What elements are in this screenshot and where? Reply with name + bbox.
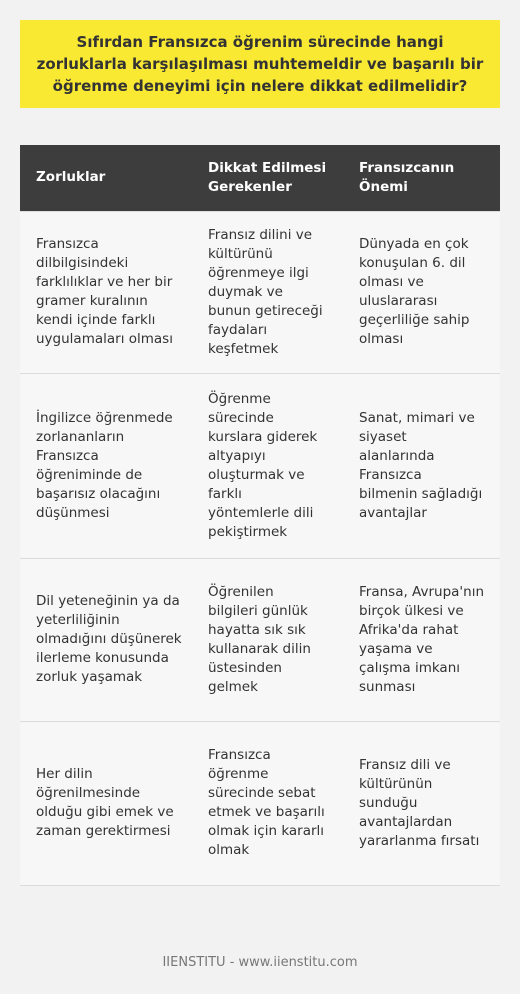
column-header-dikkat: Dikkat Edilmesi Gerekenler bbox=[192, 145, 343, 211]
table-cell: Fransız dili ve kültürünün sunduğu avantajlardan yararlanma fırsatı bbox=[359, 756, 480, 849]
title-banner bbox=[20, 20, 500, 108]
column-header-zorluklar: Zorluklar bbox=[20, 145, 192, 211]
table-row bbox=[20, 211, 500, 373]
table-cell: Fransızca öğrenme sürecinde sebat etmek ve başarılı olmak için kararlı olmak bbox=[208, 747, 325, 858]
table-row bbox=[20, 373, 500, 558]
table-cell: Öğrenilen bilgileri günlük hayatta sık sık kullanarak dilin üstesinden gelmek bbox=[208, 583, 311, 695]
table-cell: Dil yeteneğinin ya da yeterliliğinin olmadığını düşünerek ilerleme konusunda zorluk yaşamak bbox=[36, 593, 182, 685]
column-header-onemi: Fransızcanın Önemi bbox=[343, 145, 500, 211]
table-header-row bbox=[20, 145, 500, 211]
table-cell: Öğrenme sürecinde kurslara giderek altyapıyı oluşturmak ve farklı yöntemlerle dili pekiştirmek bbox=[208, 390, 318, 540]
page-title: Sıfırdan Fransızca öğrenim sürecinde hangi zorluklarla karşılaşılması muhtemeldir ve başarılı bir öğrenme deneyimi için nelere dikkat edilmelidir? bbox=[36, 33, 484, 95]
footer-credit: IIENSTITU - www.iienstitu.com bbox=[162, 955, 358, 970]
table-cell: Her dilin öğrenilmesinde olduğu gibi emek ve zaman gerektirmesi bbox=[36, 766, 174, 839]
table-row bbox=[20, 558, 500, 721]
table-cell: İngilizce öğrenmede zorlananların Fransızca öğreniminde de başarısız olacağını düşünmesi bbox=[36, 409, 173, 521]
table-cell: Fransa, Avrupa'nın birçok ülkesi ve Afrika'da rahat yaşama ve çalışma imkanı sunması bbox=[359, 583, 485, 695]
table-cell: Fransızca dilbilgisindeki farklılıklar ve her bir gramer kuralının kendi içinde farklı uygulamaları olması bbox=[36, 236, 173, 347]
comparison-table bbox=[20, 145, 500, 886]
table-cell: Sanat, mimari ve siyaset alanlarında Fransızca bilmenin sağladığı avantajlar bbox=[359, 409, 483, 521]
table-cell: Dünyada en çok konuşulan 6. dil olması ve uluslararası geçerliliğe sahip olması bbox=[359, 236, 470, 347]
table-row bbox=[20, 721, 500, 885]
table-cell: Fransız dilini ve kültürünü öğrenmeye ilgi duymak ve bunun getireceği faydaları keşfetmek bbox=[208, 226, 323, 357]
